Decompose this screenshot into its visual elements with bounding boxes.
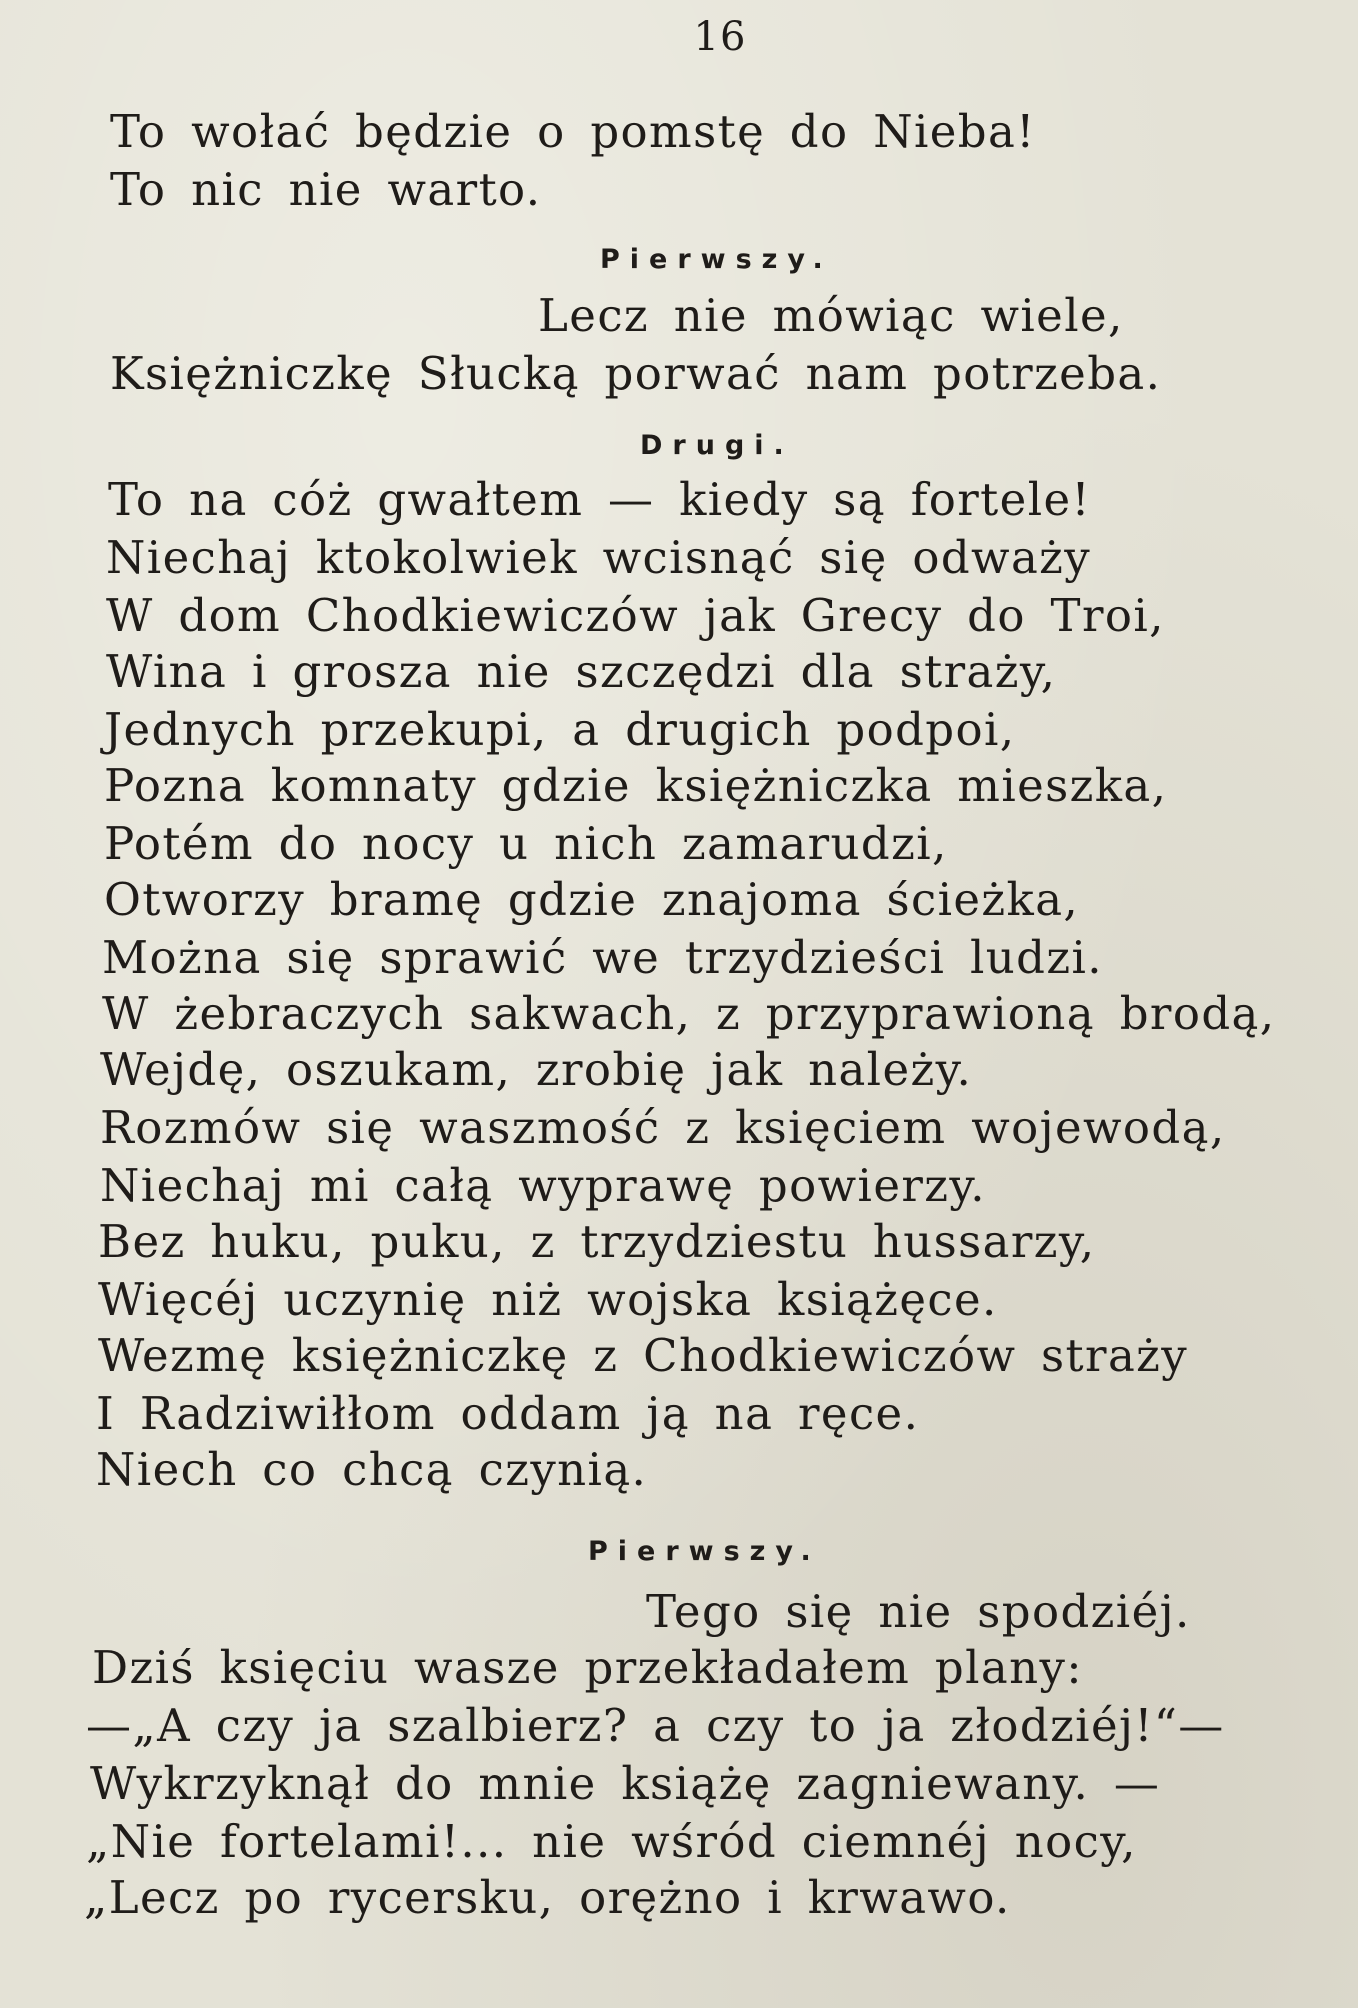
verse-line: Wykrzyknął do mnie książę zagniewany. — xyxy=(90,1757,1161,1810)
speaker-label: Pierwszy. xyxy=(600,244,833,275)
verse-line: Bez huku, puku, z trzydziestu hussarzy, xyxy=(98,1215,1096,1268)
speaker-label: Drugi. xyxy=(640,430,794,461)
verse-line: Jednych przekupi, a drugich podpoi, xyxy=(104,703,1016,756)
verse-line: Wejdę, oszukam, zrobię jak należy. xyxy=(100,1043,973,1096)
verse-line: To na cóż gwałtem — kiedy są fortele! xyxy=(108,473,1092,526)
verse-line: Niechaj mi całą wyprawę powierzy. xyxy=(100,1159,986,1212)
verse-line: Dziś księciu wasze przekładałem plany: xyxy=(92,1641,1083,1694)
verse-line: Rozmów się waszmość z księciem wojewodą, xyxy=(100,1101,1226,1154)
verse-line: W dom Chodkiewiczów jak Grecy do Troi, xyxy=(106,589,1165,642)
verse-line: „Lecz po rycersku, orężno i krwawo. xyxy=(84,1871,1011,1924)
verse-line: W żebraczych sakwach, z przyprawioną brodą, xyxy=(102,987,1276,1040)
verse-line: To wołać będzie o pomstę do Nieba! xyxy=(110,105,1036,158)
verse-line: I Radziwiłłom oddam ją na ręce. xyxy=(96,1387,920,1440)
verse-line: Niech co chcą czynią. xyxy=(96,1443,648,1496)
verse-line: Otworzy bramę gdzie znajoma ścieżka, xyxy=(104,873,1080,926)
verse-line: —„A czy ja szalbierz? a czy to ja złodziéj!“— xyxy=(86,1699,1225,1752)
verse-line: Więcéj uczynię niż wojska książęce. xyxy=(98,1273,998,1326)
page-number: 16 xyxy=(693,14,747,60)
verse-line: Tego się nie spodziéj. xyxy=(646,1585,1191,1638)
verse-line: Lecz nie mówiąc wiele, xyxy=(538,289,1124,342)
verse-line: Potém do nocy u nich zamarudzi, xyxy=(104,817,948,870)
verse-line: „Nie fortelami!... nie wśród ciemnéj nocy, xyxy=(86,1815,1137,1868)
verse-line: Pozna komnaty gdzie księżniczka mieszka, xyxy=(104,759,1168,812)
speaker-label: Pierwszy. xyxy=(588,1536,821,1567)
verse-line: Wina i grosza nie szczędzi dla straży, xyxy=(106,645,1057,698)
verse-line: Niechaj ktokolwiek wcisnąć się odważy xyxy=(106,531,1092,584)
verse-line: Księżniczkę Słucką porwać nam potrzeba. xyxy=(110,347,1162,400)
verse-line: To nic nie warto. xyxy=(110,163,542,216)
verse-line: Można się sprawić we trzydzieści ludzi. xyxy=(102,931,1103,984)
verse-line: Wezmę księżniczkę z Chodkiewiczów straży xyxy=(98,1329,1189,1382)
